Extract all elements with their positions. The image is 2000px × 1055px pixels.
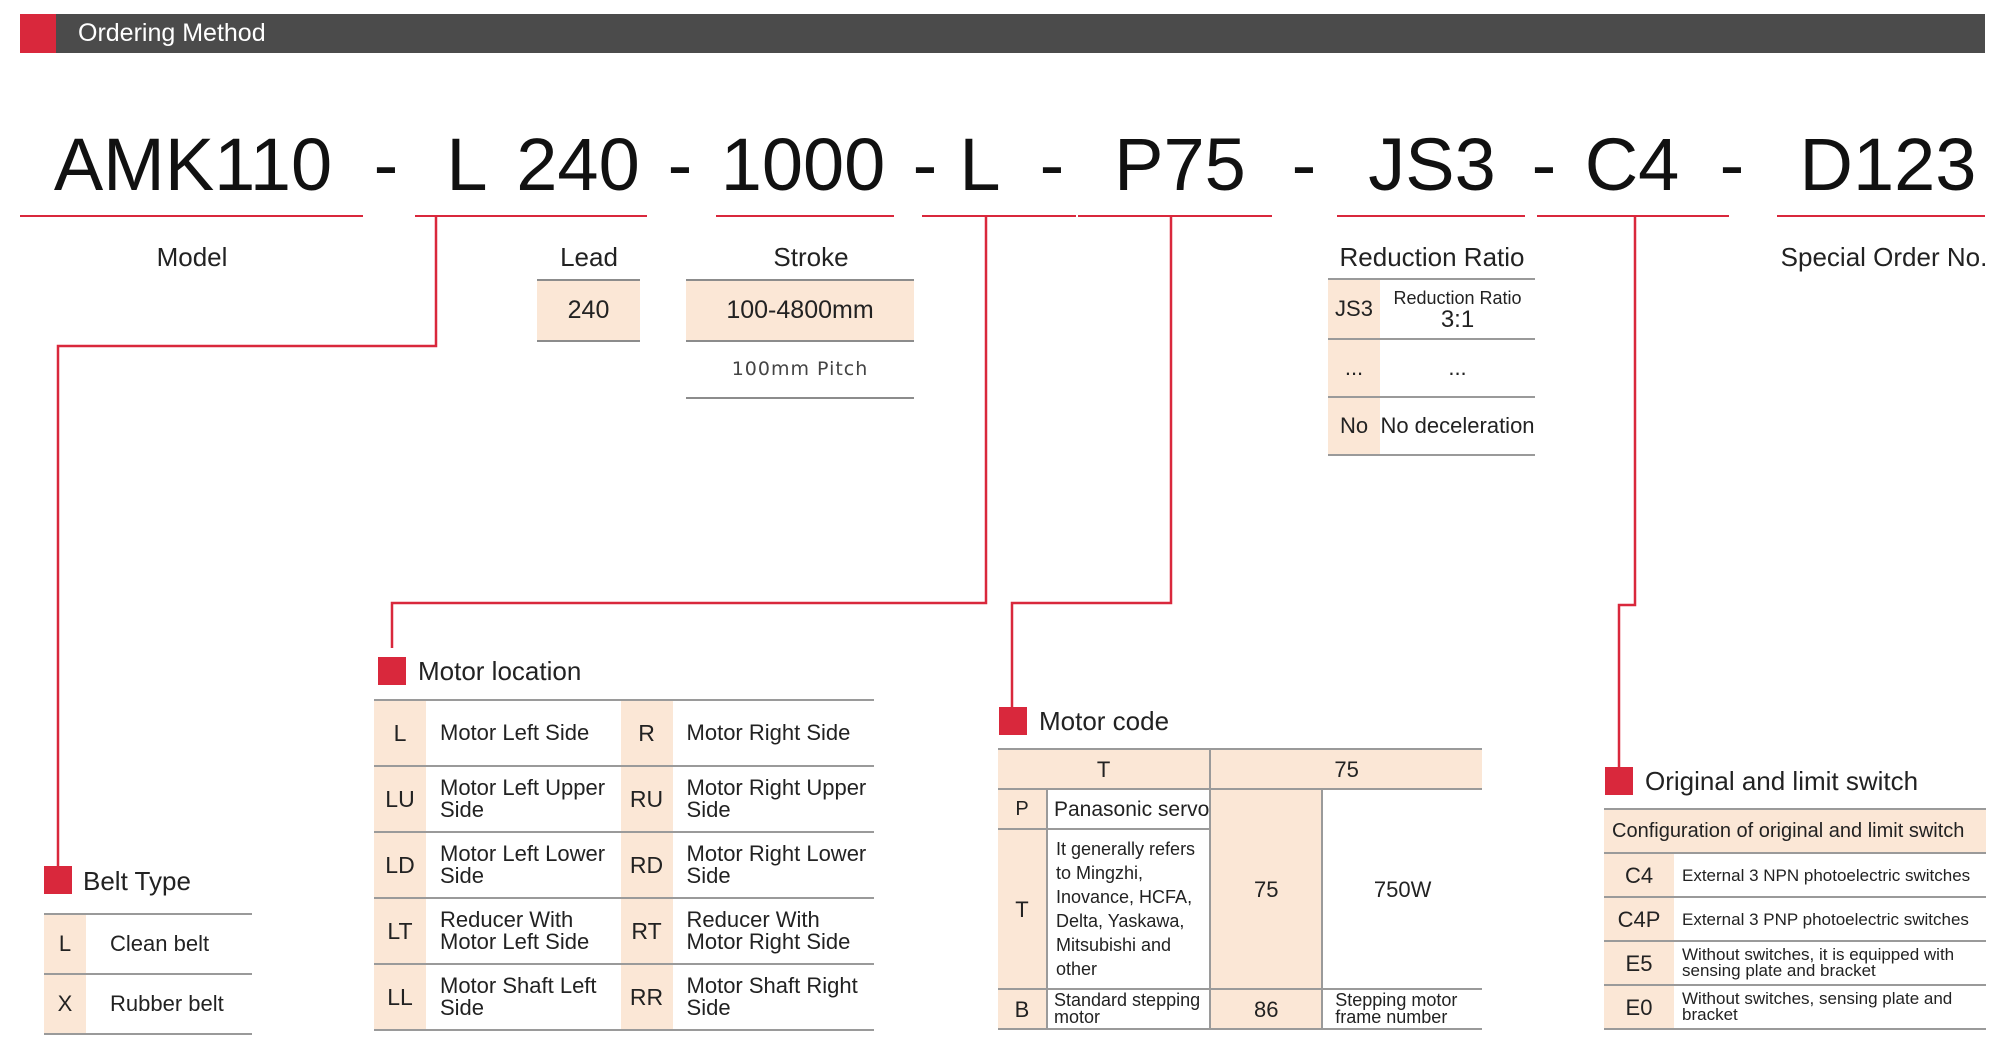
cell-key: B xyxy=(998,989,1047,1029)
cell-key: RT xyxy=(621,898,673,964)
table-row xyxy=(998,789,1482,829)
cell-key: LT xyxy=(374,898,426,964)
label-stroke: Stroke xyxy=(773,242,849,272)
cell-value: Motor Shaft Right Side xyxy=(673,964,874,1030)
code-special: D123 xyxy=(1799,123,1977,206)
reduction-key: ... xyxy=(1328,339,1380,397)
cell-key: E0 xyxy=(1604,985,1674,1029)
cell-value: External 3 NPN photoelectric switches xyxy=(1674,853,1986,897)
code-model: AMK110 xyxy=(53,123,333,206)
switch-title: Original and limit switch xyxy=(1645,766,1919,796)
lead-value: 240 xyxy=(537,280,640,340)
motor-code-table xyxy=(998,748,1482,1030)
reduction-table xyxy=(1328,278,1535,456)
code-dash: - xyxy=(373,123,399,206)
table-row xyxy=(1604,985,1986,1029)
code-lead: 240 xyxy=(516,123,640,206)
cell-value: Without switches, sensing plate and bracket xyxy=(1674,985,1986,1029)
section-marker xyxy=(1605,767,1633,795)
label-reduction: Reduction Ratio xyxy=(1339,242,1525,272)
cell-key: C4 xyxy=(1604,853,1674,897)
cell-value: External 3 PNP photoelectric switches xyxy=(1674,897,1986,941)
cell-key: R xyxy=(621,700,673,766)
table-row xyxy=(1328,397,1535,455)
cell-value: Motor Right Upper Side xyxy=(673,766,874,832)
code-dash: - xyxy=(1719,123,1745,206)
table-row xyxy=(1604,897,1986,941)
divider xyxy=(537,340,640,342)
divider xyxy=(686,279,914,281)
code-dash: - xyxy=(1039,123,1065,206)
header-cell: T xyxy=(998,749,1210,789)
reduction-key: No xyxy=(1328,397,1380,455)
header-cell: 75 xyxy=(1210,749,1482,789)
belt-type-table xyxy=(44,913,252,1035)
section-marker xyxy=(44,866,72,894)
cell-value: Motor Left Side xyxy=(426,700,621,766)
code-stroke: 1000 xyxy=(720,123,886,206)
cell-value: Motor Right Side xyxy=(673,700,874,766)
table-row xyxy=(374,964,874,1030)
table-row xyxy=(374,832,874,898)
cell-key: E5 xyxy=(1604,941,1674,985)
table-row xyxy=(1328,279,1535,339)
cell-value: Clean belt xyxy=(86,914,252,974)
code-motor-location: L xyxy=(959,123,1001,206)
header-cell: Configuration of original and limit switch xyxy=(1604,809,1986,853)
belt-type-title: Belt Type xyxy=(83,866,191,896)
reduction-key: JS3 xyxy=(1328,279,1380,339)
cell-key: L xyxy=(374,700,426,766)
cell-value: Rubber belt xyxy=(86,974,252,1034)
label-lead: Lead xyxy=(560,242,618,272)
table-row xyxy=(1604,853,1986,897)
motor-code-title: Motor code xyxy=(1039,706,1170,736)
table-row xyxy=(1604,809,1986,853)
cell-key: LU xyxy=(374,766,426,832)
code-switch: C4 xyxy=(1584,123,1680,206)
cell-value: Standard stepping motor xyxy=(1047,989,1210,1029)
motor-power: 750W xyxy=(1322,789,1482,989)
cell-key: RU xyxy=(621,766,673,832)
code-reduction: JS3 xyxy=(1368,123,1496,206)
motor-location-table xyxy=(374,699,874,1031)
table-row xyxy=(374,898,874,964)
section-marker xyxy=(378,657,406,685)
label-special: Special Order No. xyxy=(1780,242,1988,272)
frame-size: 86 xyxy=(1210,989,1322,1029)
cell-key: RD xyxy=(621,832,673,898)
cell-key: X xyxy=(44,974,86,1034)
cell-key: C4P xyxy=(1604,897,1674,941)
switch-table xyxy=(1604,808,1986,1030)
stroke-value: 100-4800mm xyxy=(686,280,914,340)
divider xyxy=(537,279,640,281)
code-dash: - xyxy=(667,123,693,206)
cell-value: Reducer With Motor Left Side xyxy=(426,898,621,964)
cell-value: Stepping motor frame number xyxy=(1322,989,1482,1029)
table-row xyxy=(1604,941,1986,985)
reduction-value: No deceleration xyxy=(1380,397,1535,455)
connector-switch xyxy=(1619,217,1635,767)
code-dash: - xyxy=(1291,123,1317,206)
code-motor: P75 xyxy=(1114,123,1246,206)
reduction-ratio: 3:1 xyxy=(1440,306,1475,333)
cell-value: Motor Shaft Left Side xyxy=(426,964,621,1030)
section-marker xyxy=(999,707,1027,735)
reduction-cell xyxy=(1380,279,1535,339)
table-row xyxy=(374,700,874,766)
page-title: Ordering Method xyxy=(78,19,266,47)
cell-key: L xyxy=(44,914,86,974)
code-dash: - xyxy=(1531,123,1557,206)
cell-value: Panasonic servo xyxy=(1047,789,1210,829)
cell-value: It generally refers to Mingzhi, Inovance, HCFA, Delta, Yaskawa, Mitsubishi and other xyxy=(1047,829,1210,989)
table-row xyxy=(1328,339,1535,397)
cell-key: RR xyxy=(621,964,673,1030)
cell-value: Without switches, it is equipped with sensing plate and bracket xyxy=(1674,941,1986,985)
cell-value: Motor Left Upper Side xyxy=(426,766,621,832)
cell-value: Motor Left Lower Side xyxy=(426,832,621,898)
frame-size: 75 xyxy=(1210,789,1322,989)
cell-key: LD xyxy=(374,832,426,898)
divider xyxy=(686,397,914,399)
reduction-value: ... xyxy=(1380,339,1535,397)
code-belt: L xyxy=(446,123,488,206)
label-model: Model xyxy=(156,242,228,272)
cell-key: P xyxy=(998,789,1047,829)
table-row xyxy=(44,974,252,1034)
cell-value: Reducer With Motor Right Side xyxy=(673,898,874,964)
table-row xyxy=(374,766,874,832)
stroke-pitch: 100mm Pitch xyxy=(731,358,869,380)
table-row xyxy=(44,914,252,974)
cell-key: T xyxy=(998,829,1047,989)
code-dash: - xyxy=(912,123,938,206)
reduction-sublabel: Reduction Ratio xyxy=(1393,288,1522,308)
table-row xyxy=(998,989,1482,1029)
cell-value: Motor Right Lower Side xyxy=(673,832,874,898)
connector-motor-code xyxy=(1012,217,1171,707)
cell-key: LL xyxy=(374,964,426,1030)
table-row xyxy=(998,749,1482,789)
motor-location-title: Motor location xyxy=(418,656,582,686)
